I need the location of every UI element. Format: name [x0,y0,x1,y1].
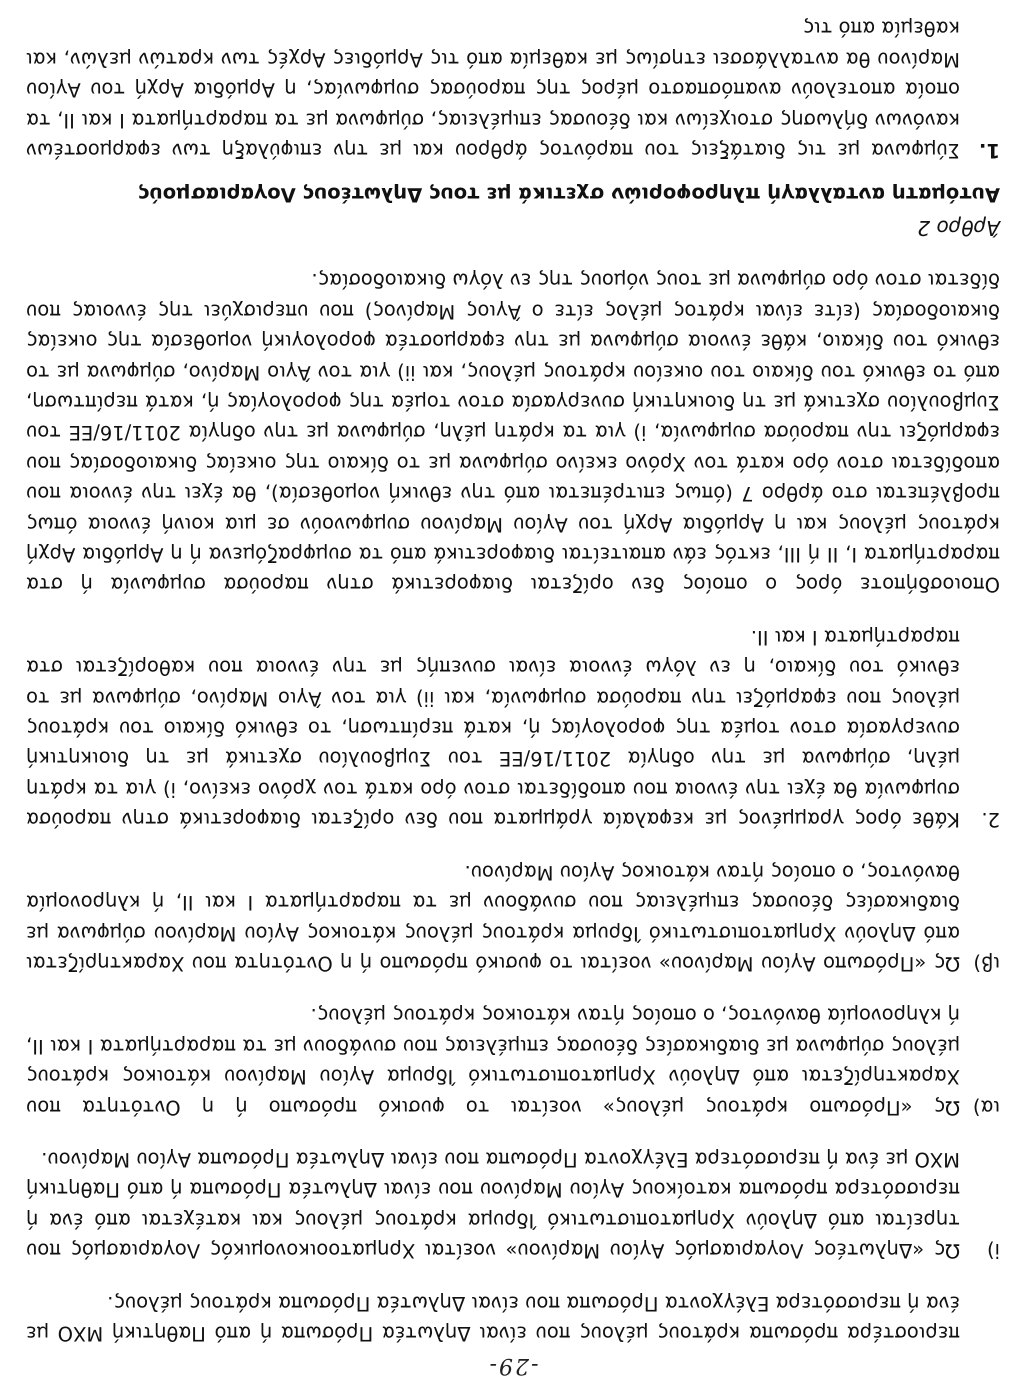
handwritten-page-mark: -29- [487,1353,539,1378]
article-heading: Άρθρο 2 [917,216,1000,240]
definition-text: Ως «Πρόσωπο κράτους μέλους» νοείται το φυσικό πρόσωπο ή η Οντότητα που Χαρακτηρίζεται από Δηλούν Χρηματοπιστωτικό Ίδρυμα Αγίου Μαρίνου κάτοικος κράτους μέλους σύμφωνα με διαδικασίες δέουσας επιμέλειας που συνάδουν με τα παραρτήματα I και II, ή κληρονομία θανόντος, ο οποίος ήταν κάτοικος κράτους μέλους. [26,1004,960,1119]
paragraph-number: 2. [981,808,1000,832]
definition-label: ια) [972,1095,1000,1119]
paragraph-text: Κάθε όρος γραμμένος με κεφαλαία γράμματα που δεν ορίζεται διαφορετικά στην παρούσα συμφωνία θα έχει την έννοια που αποδίδεται στον όρο κατά τον χρόνο εκείνο, i) για τα κράτη μέλη, σύμφωνα με την οδηγία 2011/16/ΕΕ του Συμβουλίου σχετικά με τη διοικητική συνεργασία στον τομέα της φορολογίας ή, κατά περίπτωση, το εθνικό δίκαιο του κράτους μέλους που εφαρμόζει την παρούσα συμφωνία, και ii) για τον Άγιο Μαρίνο, σύμφωνα με το εθνικό του δίκαιο, η εν λόγω έννοια είναι συνεπής με την έννοια που καθορίζεται στα παραρτήματα I και II. [26,625,960,832]
definition-i [26,1144,1000,1266]
paragraph-number: 1. [979,139,1000,162]
definition-text: Ως «Πρόσωπο Αγίου Μαρίνου» νοείται το φυσικό πρόσωπο ή η Οντότητα που Χαρακτηρίζεται από Δηλούν Χρηματοπιστωτικό Ίδρυμα κράτους μέλους κάτοικος Αγίου Μαρίνου σύμφωνα με διαδικασίες δέουσας επιμέλειας που συνάδουν με τα παραρτήματα I και II, ή κληρονομία θανόντος, ο οποίος ήταν κάτοικος Αγίου Μαρίνου. [26,860,960,975]
paragraph-2 [26,621,1000,834]
definition-ia [26,1000,1000,1122]
article-2-paragraph-1 [26,13,1000,165]
intro-paragraph: περιοστέρα πρόσωπα κράτους μέλους που είναι Δηλωτέα Πρόσωπα ή από Παθητική ΜΧΟ με ένα ή περισσότερα Ελέγχοντα Πρόσωπα που είναι Δηλωτέα Πρόσωπα κράτους μέλους. [26,1291,960,1345]
definition-label: i) [986,1239,1000,1263]
definition-label: ιβ) [973,951,1000,975]
paragraph-text: Σύμφωνα με τις διατάξεις του παρόντος άρθρου και με την επιφύλαξη των εφαρμοστέων κανόνων δήλωσης στοιχείων και δέουσας επιμέλειας, σύμφωνα με τα παραρτήματα I και II, τα οποία αποτελούν αναπόσπαστο μέρος της παρούσας συμφωνίας, η Αρμόδια Αρχή του Αγίου Μαρίνου θα ανταλλάσσει ετησίως με καθεμία από τις Αρμόδιες Αρχές των κρατών μελών, και καθεμία από τις [26,17,960,162]
paragraph-3: Οποιοσδήποτε όρος ο οποίος δεν ορίζεται διαφορετικά στην παρούσα συμφωνία ή στα παραρτήματα I, II ή III, εκτός εάν απαιτείται διαφορετικά από τα συμφραζόμενα ή η Αρμόδια Αρχή κράτους μέλους και η Αρμόδια Αρχή του Αγίου Μαρίνου συμφωνούν σε μια κοινή έννοια όπως προβλέπεται στο άρθρο 7 (όπως επιτρέπεται από την εθνική νομοθεσία), θα έχει την έννοια που αποδίδεται στον όρο κατά τον Χρόνο εκείνο σύμφωνα με το δίκαιο της οικείας δικαιοδοσίας που εφαρμόζει την παρούσα συμφωνία, i) για τα κράτη μέλη, σύμφωνα με την οδηγία 2011/16/ΕΕ του Συμβουλίου σχετικά με τη διοικητική συνεργασία στον τομέα της φορολογίας ή, κατά περίπτωση, από το εθνικό του δίκαιο του οικείου κράτους μέλους, και ii) για τον Άγιο Μαρίνο, σύμφωνα με το εθνικό του δίκαιο, κάθε έννοια σύμφωνα με την εφαρμοστέα φορολογική νομοθεσία της οικείας δικαιοδοσίας (είτε είναι κράτος μέλος είτε ο Άγιος Μαρίνος) που υπερισχύει της έννοιας που δίδεται στον όρο σύμφωνα με τους νόμους της εν λόγω δικαιοδοσίας. [26,269,1000,597]
article-title: Αυτόματη ανταλλαγή πληροφοριών σχετικά με τους Δηλωτέους Λογαριασμούς [137,183,1000,206]
definition-text: Ως «Δηλωτέος Λογαριασμός Αγίου Μαρίνου» νοείται Χρηματοοικονομικός Λογαριασμός που τηρείται από Δηλούν Χρηματοπιστωτικό Ίδρυμα κράτους μέλους και κατέχεται από ένα ή περισσότερα πρόσωπα κατοίκους Αγίου Μαρίνου που είναι Δηλωτέα Πρόσωπα ή από Παθητική ΜΧΟ με ένα ή περισσότερα Ελέγχοντα Πρόσωπα που είναι Δηλωτέα Πρόσωπα Αγίου Μαρίνου. [26,1147,960,1263]
definition-ib [26,856,1000,978]
